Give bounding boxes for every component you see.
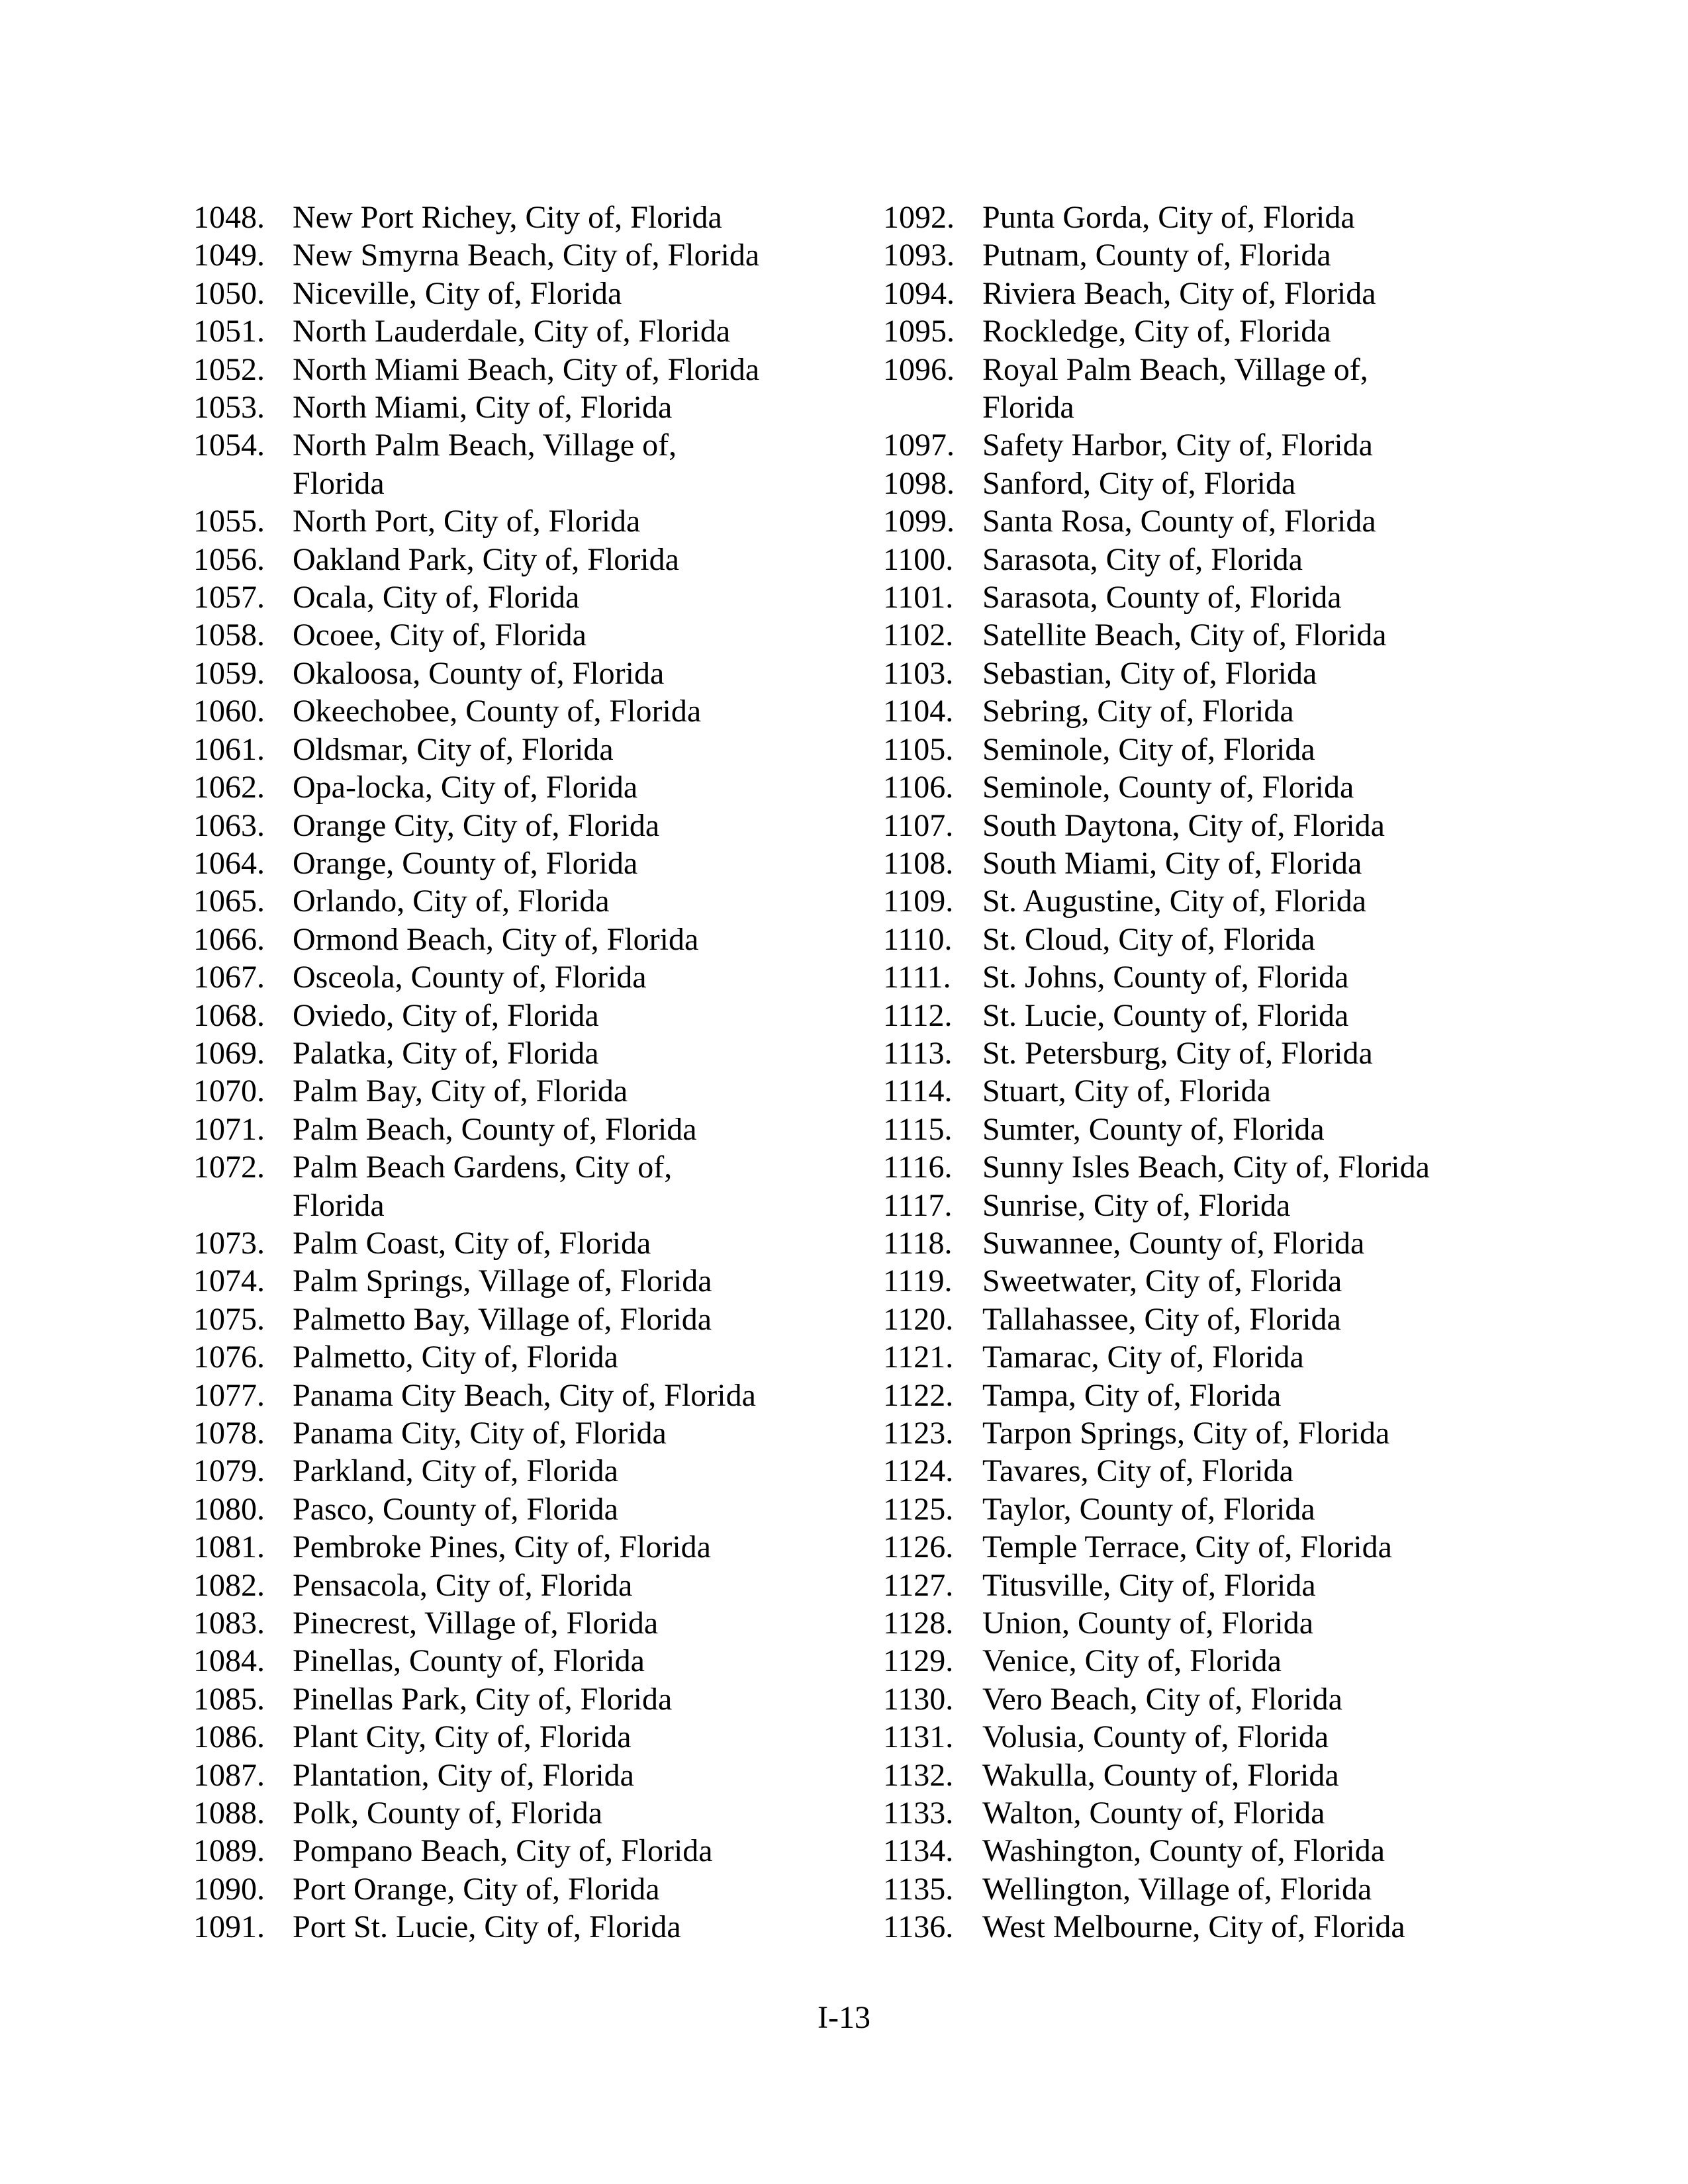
item-name: Palm Springs, Village of, Florida [293, 1263, 712, 1299]
item-name: Sarasota, City of, Florida [982, 541, 1303, 577]
list-item [883, 882, 1545, 920]
item-number: 1048. [193, 200, 265, 235]
list-item [883, 692, 1545, 730]
list-item [193, 958, 855, 996]
item-number: 1126. [883, 1529, 954, 1565]
list-item [193, 768, 855, 806]
list-item [883, 351, 1545, 388]
list-item [883, 768, 1545, 806]
list-item [193, 1490, 855, 1528]
item-number [193, 465, 293, 502]
item-number: 1097. [883, 428, 955, 463]
list-item [883, 807, 1545, 844]
list-item [193, 1794, 855, 1832]
item-name: Suwannee, County of, Florida [982, 1225, 1365, 1261]
list-item [193, 1832, 855, 1870]
item-number: 1109. [883, 884, 954, 919]
item-number: 1059. [193, 655, 265, 691]
list-item [193, 388, 855, 426]
list-item [193, 1414, 855, 1452]
item-name: Sunny Isles Beach, City of, Florida [982, 1150, 1430, 1185]
item-number: 1082. [193, 1567, 265, 1603]
item-number: 1069. [193, 1035, 265, 1071]
item-name: Seminole, County of, Florida [982, 770, 1354, 805]
list-item [883, 997, 1545, 1034]
item-name: Royal Palm Beach, Village of, [982, 351, 1368, 387]
item-number: 1122. [883, 1377, 954, 1413]
item-number: 1106. [883, 770, 954, 805]
item-number: 1084. [193, 1643, 265, 1679]
item-number: 1087. [193, 1757, 265, 1793]
item-name: South Miami, City of, Florida [982, 845, 1362, 881]
list-item [193, 502, 855, 540]
item-number: 1129. [883, 1643, 954, 1679]
item-number: 1127. [883, 1567, 954, 1603]
item-name: Orange, County of, Florida [293, 845, 638, 881]
item-name: Titusville, City of, Florida [982, 1567, 1316, 1603]
item-name: North Miami, City of, Florida [293, 390, 673, 426]
item-number: 1064. [193, 845, 265, 881]
list-item [883, 1111, 1545, 1148]
item-number: 1062. [193, 770, 265, 805]
item-name: Florida [293, 465, 385, 501]
item-name: Oldsmar, City of, Florida [293, 731, 614, 767]
item-name: Stuart, City of, Florida [982, 1073, 1271, 1109]
item-number: 1116. [883, 1150, 953, 1185]
list-item [193, 844, 855, 882]
item-number: 1099. [883, 504, 955, 539]
item-name: Safety Harbor, City of, Florida [982, 428, 1373, 463]
list-item [883, 1338, 1545, 1376]
item-name: Oakland Park, City of, Florida [293, 541, 679, 577]
item-name: Opa-locka, City of, Florida [293, 770, 638, 805]
list-item [193, 541, 855, 578]
list-item [883, 1832, 1545, 1870]
list-item [193, 312, 855, 350]
item-name: Venice, City of, Florida [982, 1643, 1282, 1679]
item-number: 1068. [193, 997, 265, 1033]
list-item [193, 1034, 855, 1072]
list-item [193, 997, 855, 1034]
item-number: 1108. [883, 845, 954, 881]
item-name: Sumter, County of, Florida [982, 1111, 1325, 1147]
list-item [883, 1490, 1545, 1528]
list-item [193, 1567, 855, 1604]
item-number: 1090. [193, 1871, 265, 1907]
item-number: 1078. [193, 1416, 265, 1451]
list-item [883, 502, 1545, 540]
item-name: Plant City, City of, Florida [293, 1719, 632, 1755]
item-name: Riviera Beach, City of, Florida [982, 275, 1376, 311]
list-item [883, 1414, 1545, 1452]
item-name: Polk, County of, Florida [293, 1796, 603, 1831]
item-name: Parkland, City of, Florida [293, 1453, 618, 1489]
list-item [883, 1718, 1545, 1756]
list-item [193, 1680, 855, 1718]
list-item [193, 199, 855, 236]
item-name: Panama City Beach, City of, Florida [293, 1377, 756, 1413]
list-item [883, 844, 1545, 882]
item-name: Pompano Beach, City of, Florida [293, 1833, 713, 1869]
item-number: 1050. [193, 275, 265, 311]
item-number: 1058. [193, 617, 265, 653]
item-number: 1067. [193, 960, 265, 995]
item-name: St. Johns, County of, Florida [982, 960, 1349, 995]
item-number: 1120. [883, 1301, 954, 1337]
item-name: New Port Richey, City of, Florida [293, 200, 722, 235]
item-number: 1112. [883, 997, 953, 1033]
item-name: North Miami Beach, City of, Florida [293, 351, 760, 387]
item-number: 1060. [193, 694, 265, 729]
item-name: Walton, County of, Florida [982, 1796, 1325, 1831]
item-number: 1107. [883, 807, 954, 843]
item-name: Palatka, City of, Florida [293, 1035, 599, 1071]
list-item [883, 1452, 1545, 1490]
item-name: Washington, County of, Florida [982, 1833, 1385, 1869]
list-item [193, 578, 855, 616]
item-name: Ocoee, City of, Florida [293, 617, 586, 653]
list-item [193, 1756, 855, 1794]
item-number: 1136. [883, 1909, 954, 1945]
item-name: Wellington, Village of, Florida [982, 1871, 1372, 1907]
item-name: Ocala, City of, Florida [293, 580, 580, 615]
item-name: Port St. Lucie, City of, Florida [293, 1909, 681, 1945]
list-item [193, 692, 855, 730]
item-number: 1088. [193, 1796, 265, 1831]
item-name: Putnam, County of, Florida [982, 238, 1331, 273]
list-item [883, 1604, 1545, 1642]
item-name: Pinellas, County of, Florida [293, 1643, 645, 1679]
item-number: 1079. [193, 1453, 265, 1489]
right-column-list [883, 199, 1545, 1946]
item-number: 1117. [883, 1187, 953, 1223]
item-number: 1092. [883, 200, 955, 235]
item-number: 1128. [883, 1606, 954, 1641]
item-number: 1077. [193, 1377, 265, 1413]
item-name: North Palm Beach, Village of, [293, 428, 677, 463]
list-item [193, 1604, 855, 1642]
list-item [883, 275, 1545, 312]
item-name: Tarpon Springs, City of, Florida [982, 1416, 1390, 1451]
item-name: Tavares, City of, Florida [982, 1453, 1293, 1489]
list-item [883, 1756, 1545, 1794]
item-number: 1100. [883, 541, 954, 577]
left-column-list [193, 199, 855, 1946]
item-number: 1098. [883, 465, 955, 501]
list-item [193, 1528, 855, 1566]
item-number: 1063. [193, 807, 265, 843]
list-item [883, 1034, 1545, 1072]
list-item [193, 1072, 855, 1110]
item-number: 1118. [883, 1225, 953, 1261]
item-name: West Melbourne, City of, Florida [982, 1909, 1405, 1945]
item-name: Sanford, City of, Florida [982, 465, 1296, 501]
item-number: 1110. [883, 921, 953, 957]
list-item [883, 426, 1545, 464]
item-number: 1102. [883, 617, 954, 653]
item-number: 1096. [883, 351, 955, 387]
item-name: Sweetwater, City of, Florida [982, 1263, 1342, 1299]
list-item-continuation [193, 465, 855, 502]
list-item [883, 312, 1545, 350]
item-number: 1057. [193, 580, 265, 615]
item-number: 1049. [193, 238, 265, 273]
list-item [193, 275, 855, 312]
item-name: Temple Terrace, City of, Florida [982, 1529, 1392, 1565]
item-number: 1104. [883, 694, 954, 729]
item-number [193, 1187, 293, 1224]
item-number: 1111. [883, 960, 951, 995]
item-number: 1055. [193, 504, 265, 539]
list-item [883, 236, 1545, 274]
list-item [883, 1262, 1545, 1300]
list-item [193, 1300, 855, 1338]
item-name: Plantation, City of, Florida [293, 1757, 634, 1793]
list-item [193, 655, 855, 692]
item-name: Osceola, County of, Florida [293, 960, 647, 995]
item-name: St. Lucie, County of, Florida [982, 997, 1349, 1033]
item-name: Pinellas Park, City of, Florida [293, 1681, 673, 1717]
list-item [883, 1642, 1545, 1680]
item-name: Palmetto, City of, Florida [293, 1340, 618, 1375]
item-name: Florida [293, 1187, 385, 1223]
item-number: 1121. [883, 1340, 954, 1375]
list-item [883, 921, 1545, 958]
item-number: 1130. [883, 1681, 954, 1717]
item-name: Palm Beach Gardens, City of, [293, 1150, 673, 1185]
list-item [883, 1300, 1545, 1338]
item-number: 1053. [193, 390, 265, 426]
item-name: Sebastian, City of, Florida [982, 655, 1317, 691]
list-item [883, 655, 1545, 692]
list-item [883, 1528, 1545, 1566]
list-item [193, 731, 855, 768]
item-name: Satellite Beach, City of, Florida [982, 617, 1387, 653]
item-name: Palm Bay, City of, Florida [293, 1073, 628, 1109]
item-name: Oviedo, City of, Florida [293, 997, 599, 1033]
item-number: 1071. [193, 1111, 265, 1147]
item-number: 1075. [193, 1301, 265, 1337]
item-number: 1123. [883, 1416, 954, 1451]
item-name: Okaloosa, County of, Florida [293, 655, 665, 691]
item-number: 1054. [193, 428, 265, 463]
item-number: 1083. [193, 1606, 265, 1641]
item-number: 1052. [193, 351, 265, 387]
item-number: 1134. [883, 1833, 954, 1869]
item-name: Pasco, County of, Florida [293, 1491, 618, 1527]
list-item [883, 958, 1545, 996]
item-name: North Port, City of, Florida [293, 504, 641, 539]
item-name: Vero Beach, City of, Florida [982, 1681, 1342, 1717]
list-item [883, 1680, 1545, 1718]
item-name: Pembroke Pines, City of, Florida [293, 1529, 711, 1565]
item-name: St. Petersburg, City of, Florida [982, 1035, 1373, 1071]
item-number: 1131. [883, 1719, 954, 1755]
item-name: Palmetto Bay, Village of, Florida [293, 1301, 712, 1337]
item-number: 1086. [193, 1719, 265, 1755]
list-item [883, 1148, 1545, 1186]
item-number: 1073. [193, 1225, 265, 1261]
item-number: 1115. [883, 1111, 953, 1147]
item-name: South Daytona, City of, Florida [982, 807, 1385, 843]
list-item [883, 1377, 1545, 1414]
list-item [883, 1794, 1545, 1832]
item-number: 1124. [883, 1453, 954, 1489]
item-name: Orange City, City of, Florida [293, 807, 660, 843]
list-item-continuation [193, 1187, 855, 1224]
list-item [193, 1870, 855, 1908]
list-item [193, 1338, 855, 1376]
item-number: 1051. [193, 314, 265, 349]
item-number: 1095. [883, 314, 955, 349]
item-name: Panama City, City of, Florida [293, 1416, 667, 1451]
item-name: Port Orange, City of, Florida [293, 1871, 660, 1907]
item-name: Tallahassee, City of, Florida [982, 1301, 1341, 1337]
item-number: 1076. [193, 1340, 265, 1375]
item-number: 1091. [193, 1909, 265, 1945]
item-name: Union, County of, Florida [982, 1606, 1313, 1641]
page-number: I-13 [818, 2000, 870, 2035]
list-item [193, 807, 855, 844]
item-number: 1074. [193, 1263, 265, 1299]
item-number: 1125. [883, 1491, 954, 1527]
item-number [883, 388, 982, 426]
item-number: 1133. [883, 1796, 954, 1831]
item-number: 1066. [193, 921, 265, 957]
list-item [193, 426, 855, 464]
list-item [193, 1262, 855, 1300]
list-item [193, 1452, 855, 1490]
item-number: 1081. [193, 1529, 265, 1565]
item-name: St. Cloud, City of, Florida [982, 921, 1315, 957]
item-number: 1114. [883, 1073, 953, 1109]
item-name: Volusia, County of, Florida [982, 1719, 1329, 1755]
list-item-continuation [883, 388, 1545, 426]
list-item [883, 1072, 1545, 1110]
list-item [193, 236, 855, 274]
list-item [193, 1642, 855, 1680]
item-number: 1132. [883, 1757, 954, 1793]
item-name: Ormond Beach, City of, Florida [293, 921, 699, 957]
item-number: 1105. [883, 731, 954, 767]
list-item [883, 578, 1545, 616]
item-name: Sarasota, County of, Florida [982, 580, 1342, 615]
list-item [193, 882, 855, 920]
item-name: Taylor, County of, Florida [982, 1491, 1315, 1527]
item-name: Florida [982, 390, 1074, 426]
item-number: 1135. [883, 1871, 954, 1907]
item-name: Tampa, City of, Florida [982, 1377, 1282, 1413]
item-name: Orlando, City of, Florida [293, 884, 610, 919]
item-name: Okeechobee, County of, Florida [293, 694, 702, 729]
list-item [193, 1908, 855, 1946]
list-item [193, 1718, 855, 1756]
list-item [883, 199, 1545, 236]
item-name: Niceville, City of, Florida [293, 275, 622, 311]
item-name: Sebring, City of, Florida [982, 694, 1294, 729]
item-number: 1093. [883, 238, 955, 273]
item-number: 1085. [193, 1681, 265, 1717]
list-item [883, 616, 1545, 654]
list-item [193, 921, 855, 958]
item-name: Santa Rosa, County of, Florida [982, 504, 1376, 539]
list-item [883, 1870, 1545, 1908]
item-number: 1103. [883, 655, 954, 691]
item-name: New Smyrna Beach, City of, Florida [293, 238, 760, 273]
list-item [193, 351, 855, 388]
item-number: 1070. [193, 1073, 265, 1109]
item-number: 1113. [883, 1035, 953, 1071]
list-item [883, 1187, 1545, 1224]
list-item [883, 1567, 1545, 1604]
item-name: St. Augustine, City of, Florida [982, 884, 1367, 919]
list-item [193, 616, 855, 654]
list-item [883, 465, 1545, 502]
item-name: Tamarac, City of, Florida [982, 1340, 1304, 1375]
item-name: Sunrise, City of, Florida [982, 1187, 1291, 1223]
item-number: 1080. [193, 1491, 265, 1527]
item-number: 1061. [193, 731, 265, 767]
list-item [883, 731, 1545, 768]
item-number: 1065. [193, 884, 265, 919]
item-name: Seminole, City of, Florida [982, 731, 1315, 767]
list-item [883, 1908, 1545, 1946]
list-item [193, 1224, 855, 1262]
item-name: Rockledge, City of, Florida [982, 314, 1331, 349]
item-name: Wakulla, County of, Florida [982, 1757, 1339, 1793]
item-name: Punta Gorda, City of, Florida [982, 200, 1355, 235]
list-item [193, 1111, 855, 1148]
item-number: 1094. [883, 275, 955, 311]
item-name: Palm Beach, County of, Florida [293, 1111, 697, 1147]
item-number: 1101. [883, 580, 954, 615]
item-name: North Lauderdale, City of, Florida [293, 314, 731, 349]
item-number: 1089. [193, 1833, 265, 1869]
item-name: Palm Coast, City of, Florida [293, 1225, 651, 1261]
item-name: Pinecrest, Village of, Florida [293, 1606, 659, 1641]
list-item [883, 541, 1545, 578]
list-item [193, 1148, 855, 1186]
list-item [883, 1224, 1545, 1262]
item-name: Pensacola, City of, Florida [293, 1567, 633, 1603]
list-item [193, 1377, 855, 1414]
item-number: 1072. [193, 1150, 265, 1185]
item-number: 1119. [883, 1263, 953, 1299]
item-number: 1056. [193, 541, 265, 577]
